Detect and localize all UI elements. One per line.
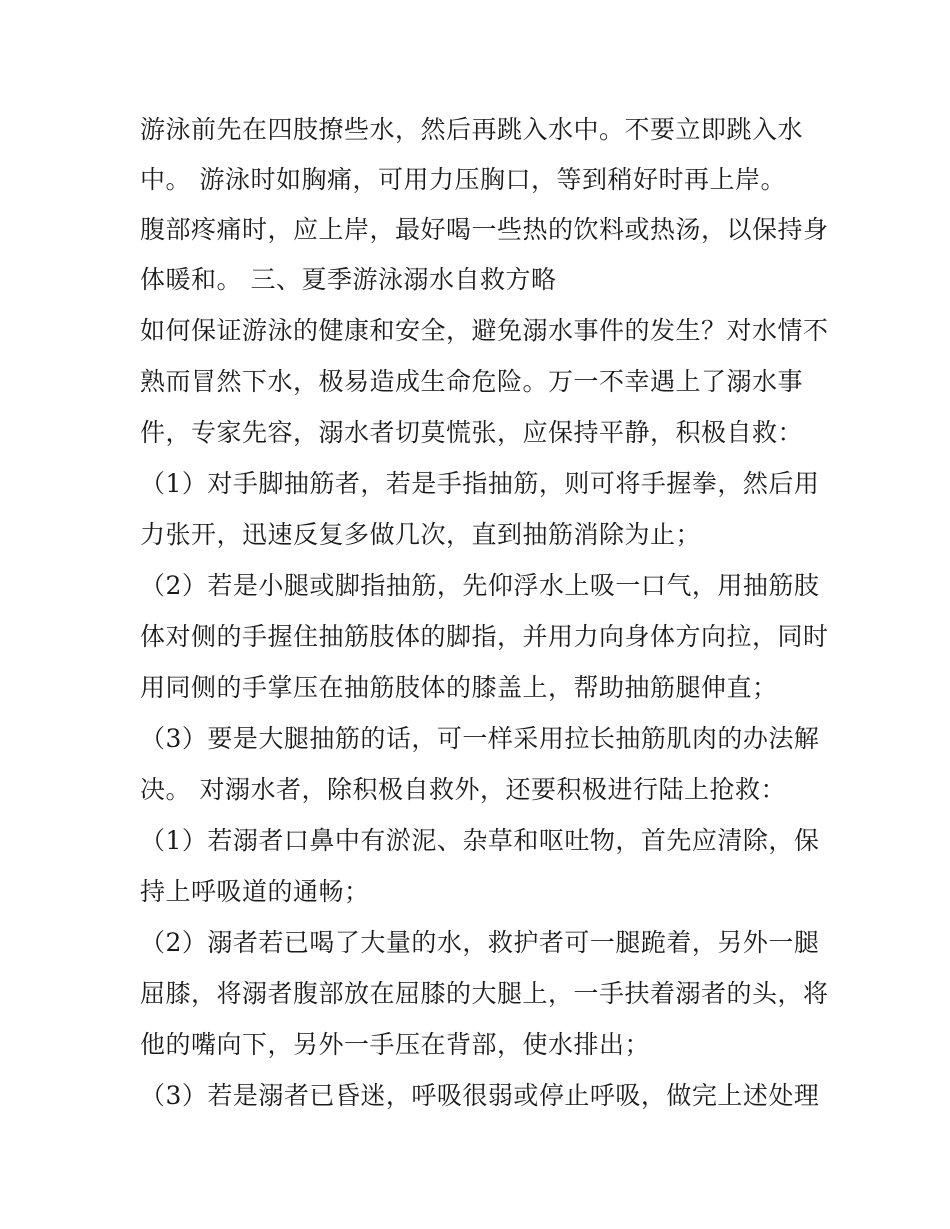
text-line: （3）要是大腿抽筋的话，可一样采用拉长抽筋肌肉的办法解 xyxy=(140,724,820,753)
text-line: 中。 游泳时如胸痛，可用力压胸口，等到稍好时再上岸。 xyxy=(140,165,786,194)
text-line: 如何保证游泳的健康和安全，避免溺水事件的发生？对水情不 xyxy=(140,316,829,345)
text-line: 腹部疼痛时，应上岸，最好喝一些热的饮料或热汤，以保持身 xyxy=(140,215,829,244)
text-line: 体对侧的手握住抽筋肢体的脚指，并用力向身体方向拉，同时 xyxy=(140,622,829,651)
text-line: 他的嘴向下，另外一手压在背部，使水排出； xyxy=(140,1030,651,1059)
text-line: 体暖和。 三、夏季游泳溺水自救方略 xyxy=(140,265,557,294)
text-line: 力张开，迅速反复多做几次，直到抽筋消除为止； xyxy=(140,520,702,549)
text-line: 用同侧的手掌压在抽筋肢体的膝盖上，帮助抽筋腿伸直； xyxy=(140,673,778,702)
text-line: 决。 对溺水者，除积极自救外，还要积极进行陆上抢救： xyxy=(140,775,786,804)
text-line: 屈膝，将溺者腹部放在屈膝的大腿上，一手扶着溺者的头，将 xyxy=(140,979,829,1008)
text-line: （2）溺者若已喝了大量的水，救护者可一腿跪着，另外一腿 xyxy=(140,928,820,957)
text-line: 熟而冒然下水，极易造成生命危险。万一不幸遇上了溺水事 xyxy=(140,367,804,396)
text-line: （3）若是溺者已昏迷，呼吸很弱或停止呼吸，做完上述处理 xyxy=(140,1081,820,1110)
text-line: 游泳前先在四肢撩些水，然后再跳入水中。不要立即跳入水 xyxy=(140,115,804,144)
text-line: 件，专家先容，溺水者切莫慌张，应保持平静，积极自救： xyxy=(140,418,804,447)
text-line: （2）若是小腿或脚指抽筋，先仰浮水上吸一口气，用抽筋肢 xyxy=(140,571,820,600)
text-line: （1）对手脚抽筋者，若是手指抽筋，则可将手握拳，然后用 xyxy=(140,469,820,498)
text-line: （1）若溺者口鼻中有淤泥、杂草和呕吐物，首先应清除，保 xyxy=(140,826,820,855)
text-line: 持上呼吸道的通畅； xyxy=(140,877,370,906)
